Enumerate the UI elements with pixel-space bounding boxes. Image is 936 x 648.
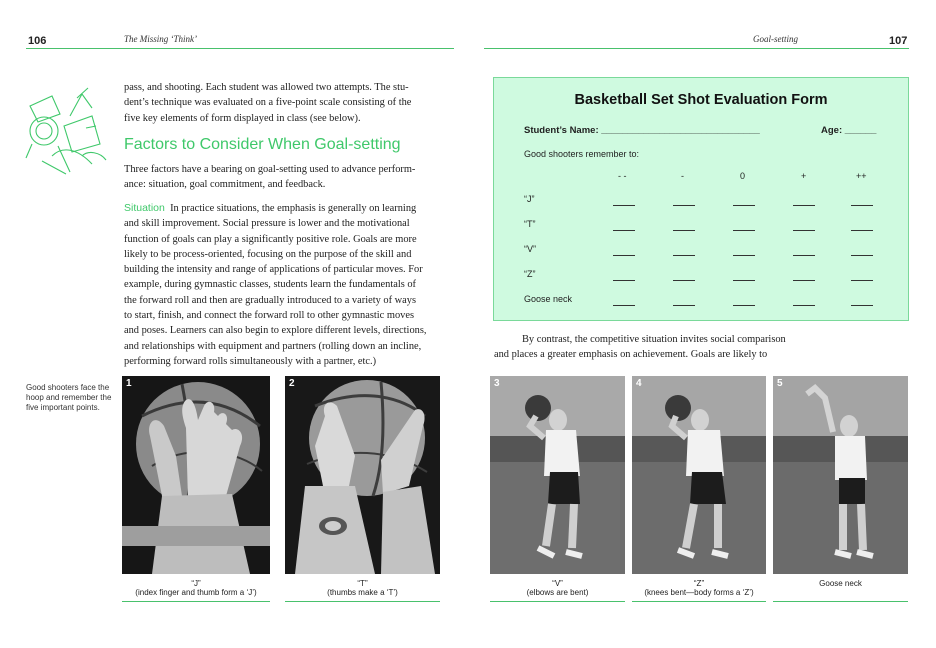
caption-rule bbox=[490, 601, 625, 602]
rating-blank bbox=[673, 305, 695, 306]
rating-blank bbox=[851, 280, 873, 281]
rating-blank bbox=[733, 205, 755, 206]
rating-blank bbox=[793, 280, 815, 281]
rating-blank bbox=[613, 230, 635, 231]
rating-blank bbox=[673, 230, 695, 231]
row-label: “J” bbox=[524, 194, 535, 204]
photo-z-knees bbox=[632, 376, 766, 574]
text-line: to start, finish, and connect the forward roll to other gymnastic moves bbox=[124, 310, 414, 322]
ball-hands-image bbox=[122, 376, 270, 574]
caption-line: Goose neck bbox=[819, 579, 862, 588]
photo-t-grip bbox=[285, 376, 440, 574]
text-line: performing forward rolls simultaneously with a partner, etc.) bbox=[124, 355, 377, 367]
text-line bbox=[124, 201, 440, 216]
form-title: Basketball Set Shot Evaluation Form bbox=[574, 92, 828, 108]
caption-rule bbox=[632, 601, 766, 602]
caption-line: (knees bent—body forms a ‘Z’) bbox=[644, 588, 754, 597]
text-line: dent’s technique was evaluated on a five-point scale consisting of the bbox=[124, 97, 412, 109]
scale-label: - - bbox=[618, 171, 627, 181]
text-line: five key elements of form displayed in class (see below). bbox=[124, 112, 361, 124]
rating-blank bbox=[613, 255, 635, 256]
photo-number: 4 bbox=[636, 378, 642, 389]
rating-blank bbox=[851, 255, 873, 256]
row-label: “V” bbox=[524, 244, 536, 254]
photo-j-grip bbox=[122, 376, 270, 574]
player-image bbox=[632, 376, 766, 574]
caption-line: “J” bbox=[191, 579, 201, 588]
text-line: and skill improvement. Social pressure is lower and the motivational bbox=[124, 218, 410, 230]
student-name-field: Student’s Name: ______________________________ bbox=[524, 125, 760, 136]
photo-number: 2 bbox=[289, 378, 295, 389]
rating-blank bbox=[851, 230, 873, 231]
text-line: and poses. Learners can also begin to explore different levels, directions, bbox=[124, 325, 427, 337]
text-line: example, during gymnastic classes, students learn the fundamentals of bbox=[124, 279, 417, 291]
reminder-label: Good shooters remember to: bbox=[524, 149, 640, 159]
ball-hands-image bbox=[285, 376, 440, 574]
scale-label: - bbox=[681, 171, 684, 181]
rating-blank bbox=[851, 305, 873, 306]
row-label: “T” bbox=[524, 219, 536, 229]
text-line: Three factors have a bearing on goal-setting used to advance perform- bbox=[124, 164, 416, 175]
rating-blank bbox=[673, 255, 695, 256]
caption-line: (elbows are bent) bbox=[526, 588, 589, 597]
photo-v-elbows bbox=[490, 376, 625, 574]
evaluation-form bbox=[493, 77, 909, 321]
rating-blank bbox=[793, 230, 815, 231]
text-line: likely to be process-oriented, focusing on the purpose of the skill and bbox=[124, 248, 412, 260]
rating-blank bbox=[613, 205, 635, 206]
right-page-number: 107 bbox=[889, 35, 908, 47]
section-heading: Factors to Consider When Goal-setting bbox=[124, 136, 401, 153]
rating-blank bbox=[793, 205, 815, 206]
caption-line: “Z” bbox=[693, 579, 705, 588]
text-line: ance: situation, goal commitment, and feedback. bbox=[124, 179, 326, 191]
scale-label: 0 bbox=[740, 171, 746, 181]
caption-line: (thumbs make a ‘T’) bbox=[327, 588, 398, 597]
text-line: Good shooters face the bbox=[26, 383, 110, 392]
photo-caption bbox=[122, 579, 270, 597]
rating-blank bbox=[613, 305, 635, 306]
left-page-number: 106 bbox=[28, 35, 47, 47]
caption-line: “T” bbox=[357, 579, 368, 588]
photo-caption bbox=[490, 579, 625, 597]
text-line: building the intensity and range of applications of particular moves. For bbox=[124, 264, 423, 276]
photo-goose-neck bbox=[773, 376, 908, 574]
photo-caption bbox=[773, 579, 908, 588]
competitive-paragraph bbox=[494, 332, 908, 363]
factors-paragraph bbox=[124, 162, 440, 193]
rating-blank bbox=[613, 280, 635, 281]
caption-rule bbox=[285, 601, 440, 602]
situation-paragraph bbox=[124, 201, 440, 369]
text-line: and places a greater emphasis on achievement. Goals are likely to bbox=[494, 349, 768, 361]
text-line: the forward roll and then are gradually introduced to a variety of ways bbox=[124, 294, 416, 306]
photo-caption bbox=[632, 579, 766, 597]
scale-label: ++ bbox=[856, 171, 867, 181]
photo-number: 3 bbox=[494, 378, 500, 389]
scale-label: + bbox=[801, 171, 807, 181]
rating-blank bbox=[673, 205, 695, 206]
rating-blank bbox=[793, 255, 815, 256]
rating-blank bbox=[851, 205, 873, 206]
left-header-rule bbox=[26, 48, 454, 49]
caption-line: “V” bbox=[552, 579, 563, 588]
goal-setting-sketch-icon bbox=[22, 86, 114, 178]
player-image bbox=[490, 376, 625, 574]
text-span: In practice situations, the emphasis is generally on learning bbox=[170, 203, 417, 214]
caption-rule bbox=[773, 601, 908, 602]
photo-number: 1 bbox=[126, 378, 132, 389]
age-field: Age: ______ bbox=[821, 125, 877, 136]
caption-line: (index finger and thumb form a ‘J’) bbox=[135, 588, 257, 597]
rating-blank bbox=[673, 280, 695, 281]
situation-runin: Situation bbox=[124, 202, 165, 214]
text-line: function of goals can play a significantly positive role. Goals are more bbox=[124, 233, 417, 245]
text-line: By contrast, the competitive situation invites social comparison bbox=[522, 334, 786, 345]
caption-rule bbox=[122, 601, 270, 602]
text-line: pass, and shooting. Each student was allowed two attempts. The stu- bbox=[124, 82, 409, 93]
photo-number: 5 bbox=[777, 378, 783, 389]
left-running-head: The Missing ‘Think’ bbox=[124, 34, 197, 44]
text-line: hoop and remember the bbox=[26, 393, 112, 402]
right-running-head: Goal-setting bbox=[753, 34, 798, 44]
rating-blank bbox=[733, 280, 755, 281]
rating-blank bbox=[733, 305, 755, 306]
intro-paragraph bbox=[124, 80, 440, 126]
rating-blank bbox=[733, 255, 755, 256]
row-label: “Z” bbox=[524, 269, 536, 279]
rating-blank bbox=[793, 305, 815, 306]
text-line: five important points. bbox=[26, 403, 100, 412]
text-line: and relationships with equipment and partners (rolling down an incline, bbox=[124, 340, 422, 352]
right-header-rule bbox=[484, 48, 909, 49]
side-caption bbox=[26, 383, 111, 413]
photo-caption bbox=[285, 579, 440, 597]
rating-blank bbox=[733, 230, 755, 231]
row-label: Goose neck bbox=[524, 294, 573, 304]
player-image bbox=[773, 376, 908, 574]
